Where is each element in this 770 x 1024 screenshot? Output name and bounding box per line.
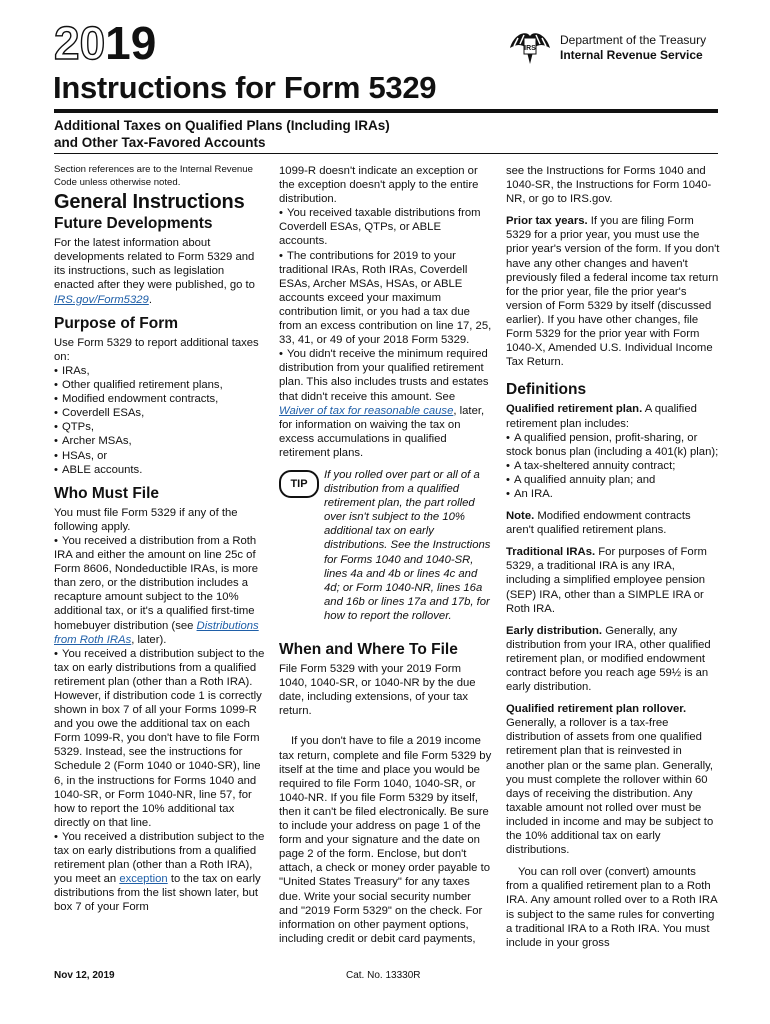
subtitle-line2: and Other Tax-Favored Accounts bbox=[54, 135, 266, 150]
subtitle-rule bbox=[54, 153, 718, 154]
catalog-number: Cat. No. 13330R bbox=[346, 970, 421, 981]
when-where-text-1: File Form 5329 with your 2019 Form 1040, 1040-SR, or 1040-NR by the due date, including extensions, of your tax return. bbox=[279, 663, 476, 718]
col2-bullet-contributions: • The contributions for 2019 to your traditional IRAs, Roth IRAs, Coverdell ESAs, Archer MSAs, HSAs, or ABLE accounts exceed your maximum contribution limit, or you had a tax due from an excess contribution on line 17, 25, 33, 41, or 49 of your 2018 Form 5329. bbox=[279, 249, 492, 348]
column-1 bbox=[54, 164, 265, 915]
definitions-heading: Definitions bbox=[506, 381, 587, 399]
title-rule bbox=[54, 109, 718, 113]
col2-bullet-coverdell: • You received taxable distributions from Coverdell ESAs, QTPs, or ABLE accounts. bbox=[279, 206, 492, 248]
qrp-item: • A qualified pension, profit-sharing, or stock bonus plan (including a 401(k) plan); bbox=[506, 431, 720, 459]
qualified-plan-def: Qualified retirement plan. A qualified retirement plan includes: bbox=[506, 403, 697, 430]
purpose-item: • ABLE accounts. bbox=[54, 463, 265, 477]
purpose-item: • Coverdell ESAs, bbox=[54, 406, 265, 420]
who-bullet-exception: • You received a distribution subject to the tax on early distributions from a qualified retirement plan (other than a Roth IRA), you meet an exception to the tax on early distributions from the list shown later, but box 7 of your Form bbox=[54, 830, 265, 915]
purpose-item: • QTPs, bbox=[54, 420, 265, 434]
rollover-def: Qualified retirement plan rollover. Generally, a rollover is a tax-free distribution of assets from one qualified retirement plan that is reinvested in another plan or the same plan. Generally, you must complete the rollover within 60 days of receiving the distribution. Any taxable amount not rolled over must be included in income and may be subject to the 10% additional tax on early distributions. bbox=[506, 703, 714, 857]
col2-bullet-minimum: • You didn't receive the minimum required distribution from your qualified retirement plan. This also includes trusts and estates that didn't receive this amount. See Waiver of tax for reasonable cause, later, for information on waiving the tax on excess accumulations in qualified retirement plans. bbox=[279, 347, 492, 460]
dept-line1: Department of the Treasury bbox=[560, 33, 707, 47]
col3-continued-text: see the Instructions for Forms 1040 and 1040-SR, the Instructions for Form 1040-NR, or go to IRS.gov. bbox=[506, 165, 712, 206]
dept-line2: Internal Revenue Service bbox=[560, 48, 703, 62]
purpose-text: Use Form 5329 to report additional taxes on: bbox=[54, 336, 259, 363]
col2-continued-text: 1099-R doesn't indicate an exception or the exception doesn't apply to the entire distribution. bbox=[279, 165, 479, 206]
future-developments-text: For the latest information about developments related to Form 5329 and its instructions, such as legislation enacted after they were published, go to IRS.gov/Form5329. bbox=[54, 237, 255, 306]
form5329-link[interactable]: IRS.gov/Form5329 bbox=[54, 293, 149, 306]
future-developments-heading: Future Developments bbox=[54, 215, 213, 233]
column-2 bbox=[279, 164, 492, 946]
tip-icon: TIP bbox=[279, 470, 319, 498]
subtitle bbox=[54, 117, 390, 151]
purpose-item: • IRAs, bbox=[54, 364, 265, 378]
year-outline: 20 bbox=[54, 17, 106, 69]
who-must-file-text: You must file Form 5329 if any of the following apply. bbox=[54, 506, 238, 533]
when-where-heading: When and Where To File bbox=[279, 641, 458, 658]
who-bullet-roth: • You received a distribution from a Roth IRA and either the amount on line 25c of Form 8606, Nondeductible IRAs, is more than zero, or the distribution includes a recapture amount subject to the 10% additional tax, or it's a qualified first-time homebuyer distribution (see Distributions from Roth IRAs, later). bbox=[54, 534, 265, 647]
column-3 bbox=[506, 164, 720, 950]
general-instructions-heading: General Instructions bbox=[54, 191, 245, 213]
waiver-link[interactable]: Waiver of tax for reasonable cause bbox=[279, 404, 454, 417]
purpose-item: • Other qualified retirement plans, bbox=[54, 378, 265, 392]
who-bullet-early: • You received a distribution subject to the tax on early distributions from a qualified retirement plan (other than a Roth IRA). However, if distribution code 1 is correctly shown in box 7 of all your Forms 1099-R and you owe the additional tax on each Form 1099-R, you don't have to file Form 5329. Instead, see the instructions for Schedule 2 (Form 1040 or 1040-SR), line 6, in the instructions for Forms 1040 and 1040-SR, or Form 1040-NR, line 57, for how to report the 10% additional tax directly on that line. bbox=[54, 647, 265, 830]
exception-link[interactable]: exception bbox=[119, 873, 168, 886]
irs-eagle-logo-icon bbox=[506, 26, 554, 70]
subtitle-line1: Additional Taxes on Qualified Plans (Including IRAs) bbox=[54, 118, 390, 133]
convert-text: You can roll over (convert) amounts from a qualified retirement plan to a Roth IRA. Any amount rolled over to a Roth IRA is subject to the same rules for converting a traditional IRA to a Roth IRA. You must include in your gross bbox=[506, 866, 717, 949]
qrp-item: • A qualified annuity plan; and bbox=[506, 473, 720, 487]
revision-date: Nov 12, 2019 bbox=[54, 970, 115, 981]
prior-tax-years: Prior tax years. If you are filing Form 5329 for a prior year, you must use the prior year's version of the form. If you don't have any other changes and haven't previously filed a federal income tax return for the prior year, file the prior year's version of Form 5329 by itself (discussed earlier). If you have other changes, file Form 5329 for the prior year with Form 1040-X, Amended U.S. Individual Income Tax Return. bbox=[506, 215, 720, 369]
qrp-item: • An IRA. bbox=[506, 487, 720, 501]
when-where-text-2: If you don't have to file a 2019 income tax return, complete and file Form 5329 by itself at the time and place you would be required to file Form 1040, 1040-SR, or 1040-NR. If you file Form 5329 by itself, then it can't be filed electronically. Be sure to include your address on page 1 of the form and your signature and the date on page 2 of the form. Enclose, but don't attach, a check or money order payable to "United States Treasury" for any taxes due. Write your social security number and "2019 Form 5329" on the check. For information on other payment options, including credit or debit card payments, bbox=[279, 735, 492, 945]
who-must-file-heading: Who Must File bbox=[54, 484, 160, 502]
roth-distributions-link[interactable]: Distributions from Roth IRAs bbox=[54, 619, 259, 646]
tip-text: If you rolled over part or all of a distribution from a qualified retirement plan, the part rolled over isn't subject to the 10% additional tax on early distributions. See the Instructions for Forms 1040 and 1040-SR, lines 4a and 4b or lines 4c and 4d; or Form 1040-NR, lines 16a and 16b or lines 17a and 17b, for how to report the rollover. bbox=[324, 468, 491, 622]
purpose-item: • Archer MSAs, bbox=[54, 434, 265, 448]
tip-box bbox=[279, 468, 492, 623]
year-bold: 19 bbox=[105, 17, 157, 69]
traditional-ira-def: Traditional IRAs. For purposes of Form 5329, a traditional IRA is any IRA, including a simplified employee pension (SEP) IRA, other than a SIMPLE IRA or Roth IRA. bbox=[506, 546, 707, 615]
section-note: Section references are to the Internal Revenue Code unless otherwise noted. bbox=[54, 164, 253, 188]
purpose-heading: Purpose of Form bbox=[54, 314, 179, 332]
logo-text: IRS bbox=[524, 45, 536, 52]
page-title: Instructions for Form 5329 bbox=[53, 70, 437, 105]
form-year bbox=[54, 16, 156, 70]
agency-block bbox=[560, 33, 706, 63]
early-distribution-def: Early distribution. Generally, any distribution from your IRA, other qualified retirement plan, or modified endowment contract before you reach age 59½ is an early distribution. bbox=[506, 624, 711, 694]
qrp-item: • A tax-sheltered annuity contract; bbox=[506, 459, 720, 473]
purpose-item: • Modified endowment contracts, bbox=[54, 392, 265, 406]
purpose-item: • HSAs, or bbox=[54, 449, 265, 463]
note-endowment: Note. Modified endowment contracts aren't qualified retirement plans. bbox=[506, 510, 691, 537]
